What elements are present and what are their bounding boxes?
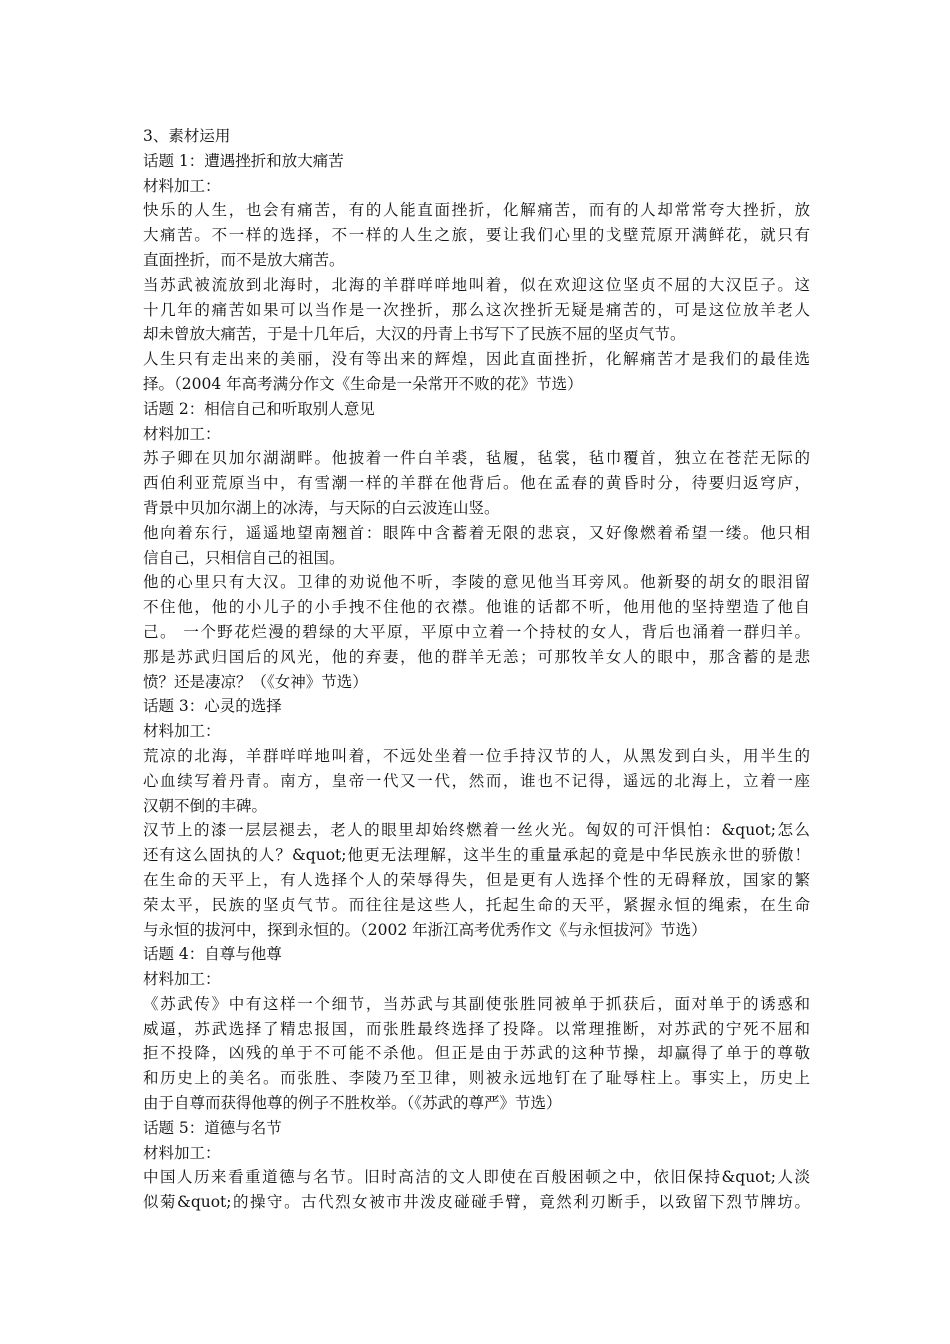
text-line: 话题 1：遭遇挫折和放大痛苦 <box>143 151 344 170</box>
text-line: 由于自尊而获得他尊的例子不胜枚举。（《苏武的尊严》节选） <box>143 1094 562 1113</box>
text-line: 3、素材运用 <box>143 127 231 145</box>
text-line: 拒不投降，凶残的单于不可能不杀他。但正是由于苏武的这种节操，却赢得了单于的尊敬 <box>143 1044 810 1063</box>
text-line: 荣太平，民族的坚贞气节。而往往是这些人，托起生命的天平，紧握永恒的绳索，在生命 <box>143 895 810 914</box>
document-page <box>143 124 810 1215</box>
text-line: 话题 4：自尊与他尊 <box>143 945 282 964</box>
text-line: 快乐的人生，也会有痛苦，有的人能直面挫折，化解痛苦，而有的人却常常夸大挫折，放 <box>143 201 810 220</box>
text-line: 他向着东行，遥遥地望南翘首：眼阵中含蓄着无限的悲哀，又好像燃着希望一缕。他只相 <box>143 523 810 542</box>
text-line: 中国人历来看重道德与名节。旧时高洁的文人即使在百般困顿之中，依旧保持&quot;人淡 <box>143 1168 810 1187</box>
text-line: 荒凉的北海，羊群咩咩地叫着，不远处坐着一位手持汉节的人，从黑发到白头，用半生的 <box>143 746 810 765</box>
text-line: 在生命的天平上，有人选择个人的荣辱得失，但是更有人选择个性的无碍释放，国家的繁 <box>143 870 810 889</box>
text-line: 话题 2：相信自己和听取别人意见 <box>143 399 375 418</box>
text-line: 择。（2004 年高考满分作文《生命是一朵常开不败的花》节选） <box>143 374 583 393</box>
text-line: 他的心里只有大汉。卫律的劝说他不听，李陵的意见他当耳旁风。他新娶的胡女的眼泪留 <box>143 573 810 592</box>
text-line: 己。 一个野花烂漫的碧绿的大平原，平原中立着一个持杖的女人，背后也涌着一群归羊。 <box>143 622 810 641</box>
text-line: 当苏武被流放到北海时，北海的羊群咩咩地叫着，似在欢迎这位坚贞不屈的大汉臣子。这 <box>143 275 810 294</box>
text-line: 与永恒的拔河中，探到永恒的。（2002 年浙江高考优秀作文《与永恒拔河》节选） <box>143 920 707 939</box>
text-line: 话题 5：道德与名节 <box>143 1118 282 1137</box>
text-line: 还有这么固执的人？&quot;他更无法理解，这半生的重量承起的竟是中华民族永世的骄傲！ <box>143 846 810 865</box>
text-line: 材料加工： <box>143 722 221 741</box>
text-line: 话题 3：心灵的选择 <box>143 697 282 716</box>
text-line: 那是苏武归国后的风光，他的弃妻，他的群羊无恙；可那牧羊女人的眼中，那含蓄的是悲 <box>143 647 810 666</box>
text-line: 材料加工： <box>143 176 221 195</box>
text-line: 材料加工： <box>143 424 221 443</box>
text-line: 心血续写着丹青。南方，皇帝一代又一代，然而，谁也不记得，遥远的北海上，立着一座 <box>143 771 810 790</box>
text-line: 愤？还是凄凉？（《女神》节选） <box>143 672 368 691</box>
text-line: 不住他，他的小儿子的小手拽不住他的衣襟。他谁的话都不听，他用他的坚持塑造了他自 <box>143 598 810 617</box>
text-line: 十几年的痛苦如果可以当作是一次挫折，那么这次挫折无疑是痛苦的，可是这位放羊老人 <box>143 300 810 319</box>
text-line: 似菊&quot;的操守。古代烈女被市井泼皮碰碰手臂，竟然利刃断手，以致留下烈节牌坊。 <box>143 1193 810 1212</box>
text-line: 和历史上的美名。而张胜、李陵乃至卫律，则被永远地钉在了耻辱柱上。事实上，历史上 <box>143 1069 810 1088</box>
text-line: 材料加工： <box>143 1143 221 1162</box>
text-line: 材料加工： <box>143 970 221 989</box>
text-line: 直面挫折，而不是放大痛苦。 <box>143 250 345 269</box>
text-line: 人生只有走出来的美丽，没有等出来的辉煌，因此直面挫折，化解痛苦才是我们的最佳选 <box>143 350 810 369</box>
text-line: 背景中贝加尔湖上的冰涛，与天际的白云波连山竖。 <box>143 498 500 517</box>
text-line: 信自己，只相信自己的祖国。 <box>143 548 345 567</box>
text-line: 《苏武传》中有这样一个细节，当苏武与其副使张胜同被单于抓获后，面对单于的诱惑和 <box>143 994 810 1013</box>
text-line: 西伯利亚荒原当中，有雪潮一样的羊群在他背后。他在孟春的黄昏时分，待要归返穹庐， <box>143 474 810 493</box>
text-line: 大痛苦。不一样的选择，不一样的人生之旅，要让我们心里的戈壁荒原开满鲜花，就只有 <box>143 226 810 245</box>
text-line: 汉朝不倒的丰碑。 <box>143 796 268 815</box>
text-line: 却未曾放大痛苦，于是十几年后，大汉的丹青上书写下了民族不屈的坚贞气节。 <box>143 325 686 344</box>
text-line: 汉节上的漆一层层褪去，老人的眼里却始终燃着一丝火光。匈奴的可汗惧怕：&quot;怎么 <box>143 821 810 840</box>
text-line: 苏子卿在贝加尔湖湖畔。他披着一件白羊裘，毡履，毡裳，毡巾覆首，独立在苍茫无际的 <box>143 449 810 468</box>
text-line: 威逼，苏武选择了精忠报国，而张胜最终选择了投降。以常理推断，对苏武的宁死不屈和 <box>143 1019 810 1038</box>
